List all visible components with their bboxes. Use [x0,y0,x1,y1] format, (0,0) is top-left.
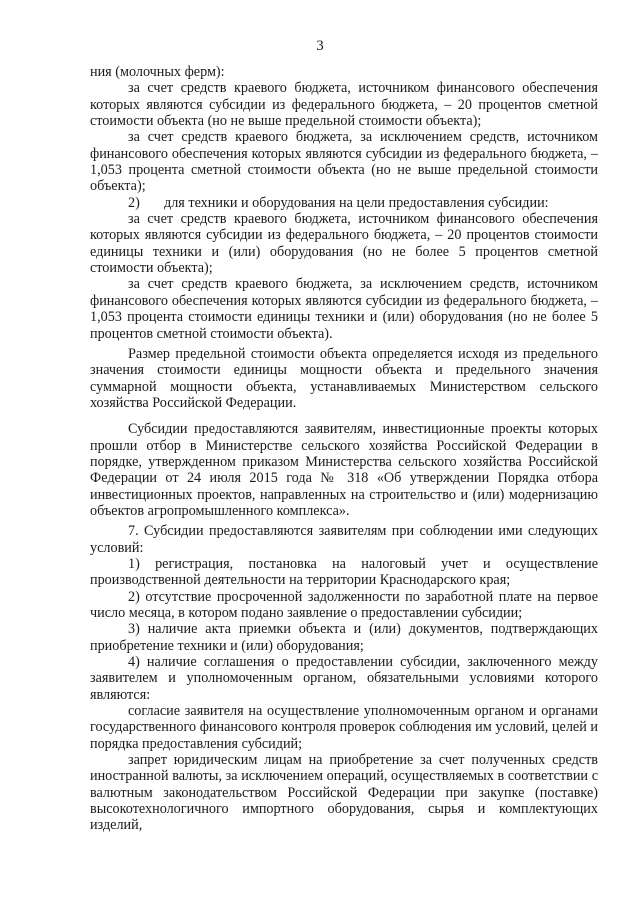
list-item-equipment [90,195,598,211]
paragraph-equipment-federal-subsidies: за счет средств краевого бюджета, источником финансового обеспечения которых являются субсидии из федерального бюджета, – 20 процентов стоимости единицы техники и (или) оборудования (но не более 5 процентов сметной стоимости объекта); [90,211,598,277]
paragraph-continuation: ния (молочных ферм): [90,64,225,80]
agreement-condition-consent: согласие заявителя на осуществление уполномоченным органом и органами государственного финансового контроля проверок соблюдения им условий, целей и порядка предоставления субсидий; [90,703,598,752]
condition-item-1: 1) регистрация, постановка на налоговый учет и осуществление производственной деятельности на территории Краснодарского края; [90,555,598,589]
condition-item-2: 2) отсутствие просроченной задолженности по заработной плате на первое число месяца, в котором подано заявление о предоставлении субсидии; [90,588,598,621]
paragraph-section-7: 7. Субсидии предоставляются заявителям при соблюдении ими следующих условий: [90,523,598,556]
paragraph-max-cost: Размер предельной стоимости объекта определяется исходя из предельного значения стоимости единицы мощности объекта и предельного значения суммарной мощности объекта, устанавливаемых Министерством сельского хозяйства Российской Федерации. [90,345,598,411]
list-item-text: для техники и оборудования на цели предоставления субсидии: [164,194,549,211]
condition-item-3: 3) наличие акта приемки объекта и (или) документов, подтверждающих приобретение техники и (или) оборудования; [90,621,598,654]
paragraph-regional-budget-own-funds: за счет средств краевого бюджета, за исключением средств, источником финансового обеспечения которых являются субсидии из федерального бюджета, – 1,053 процента сметной стоимости объекта (но не выше предельной стоимости объекта); [90,129,598,195]
list-item-number: 2) [128,194,140,211]
paragraph-investment-projects: Субсидии предоставляются заявителям, инвестиционные проекты которых прошли отбор в Министерстве сельского хозяйства Российской Федерации в порядке, утвержденном приказом Министерства сельского хозяйства Российской Федерации от 24 июля 2015 года № 318 «Об утверждении Порядка отбора инвестиционных проектов, направленных на строительство и (или) модернизацию объектов агропромышленного комплекса». [90,421,598,519]
agreement-condition-currency-ban: запрет юридическим лицам на приобретение за счет полученных средств иностранной валюты, за исключением операций, осуществляемых в соответствии с валютным законодательством Российской Федерации при закупке (поставке) высокотехнологичного импортного оборудования, сырья и комплектующих изделий, [90,752,598,834]
page-number: 3 [316,38,324,54]
document-body [90,64,598,834]
paragraph-equipment-own-funds: за счет средств краевого бюджета, за исключением средств, источником финансового обеспечения которых являются субсидии из федерального бюджета, – 1,053 процента стоимости единицы техники и (или) оборудования (но не более 5 процентов сметной стоимости объекта). [90,276,598,342]
paragraph-regional-budget-federal-subsidies: за счет средств краевого бюджета, источником финансового обеспечения которых являются субсидии из федерального бюджета, – 20 процентов сметной стоимости объекта (но не выше предельной стоимости объекта); [90,80,598,130]
condition-item-4: 4) наличие соглашения о предоставлении субсидии, заключенного между заявителем и уполномоченным органом, обязательными условиями которого являются: [90,654,598,703]
